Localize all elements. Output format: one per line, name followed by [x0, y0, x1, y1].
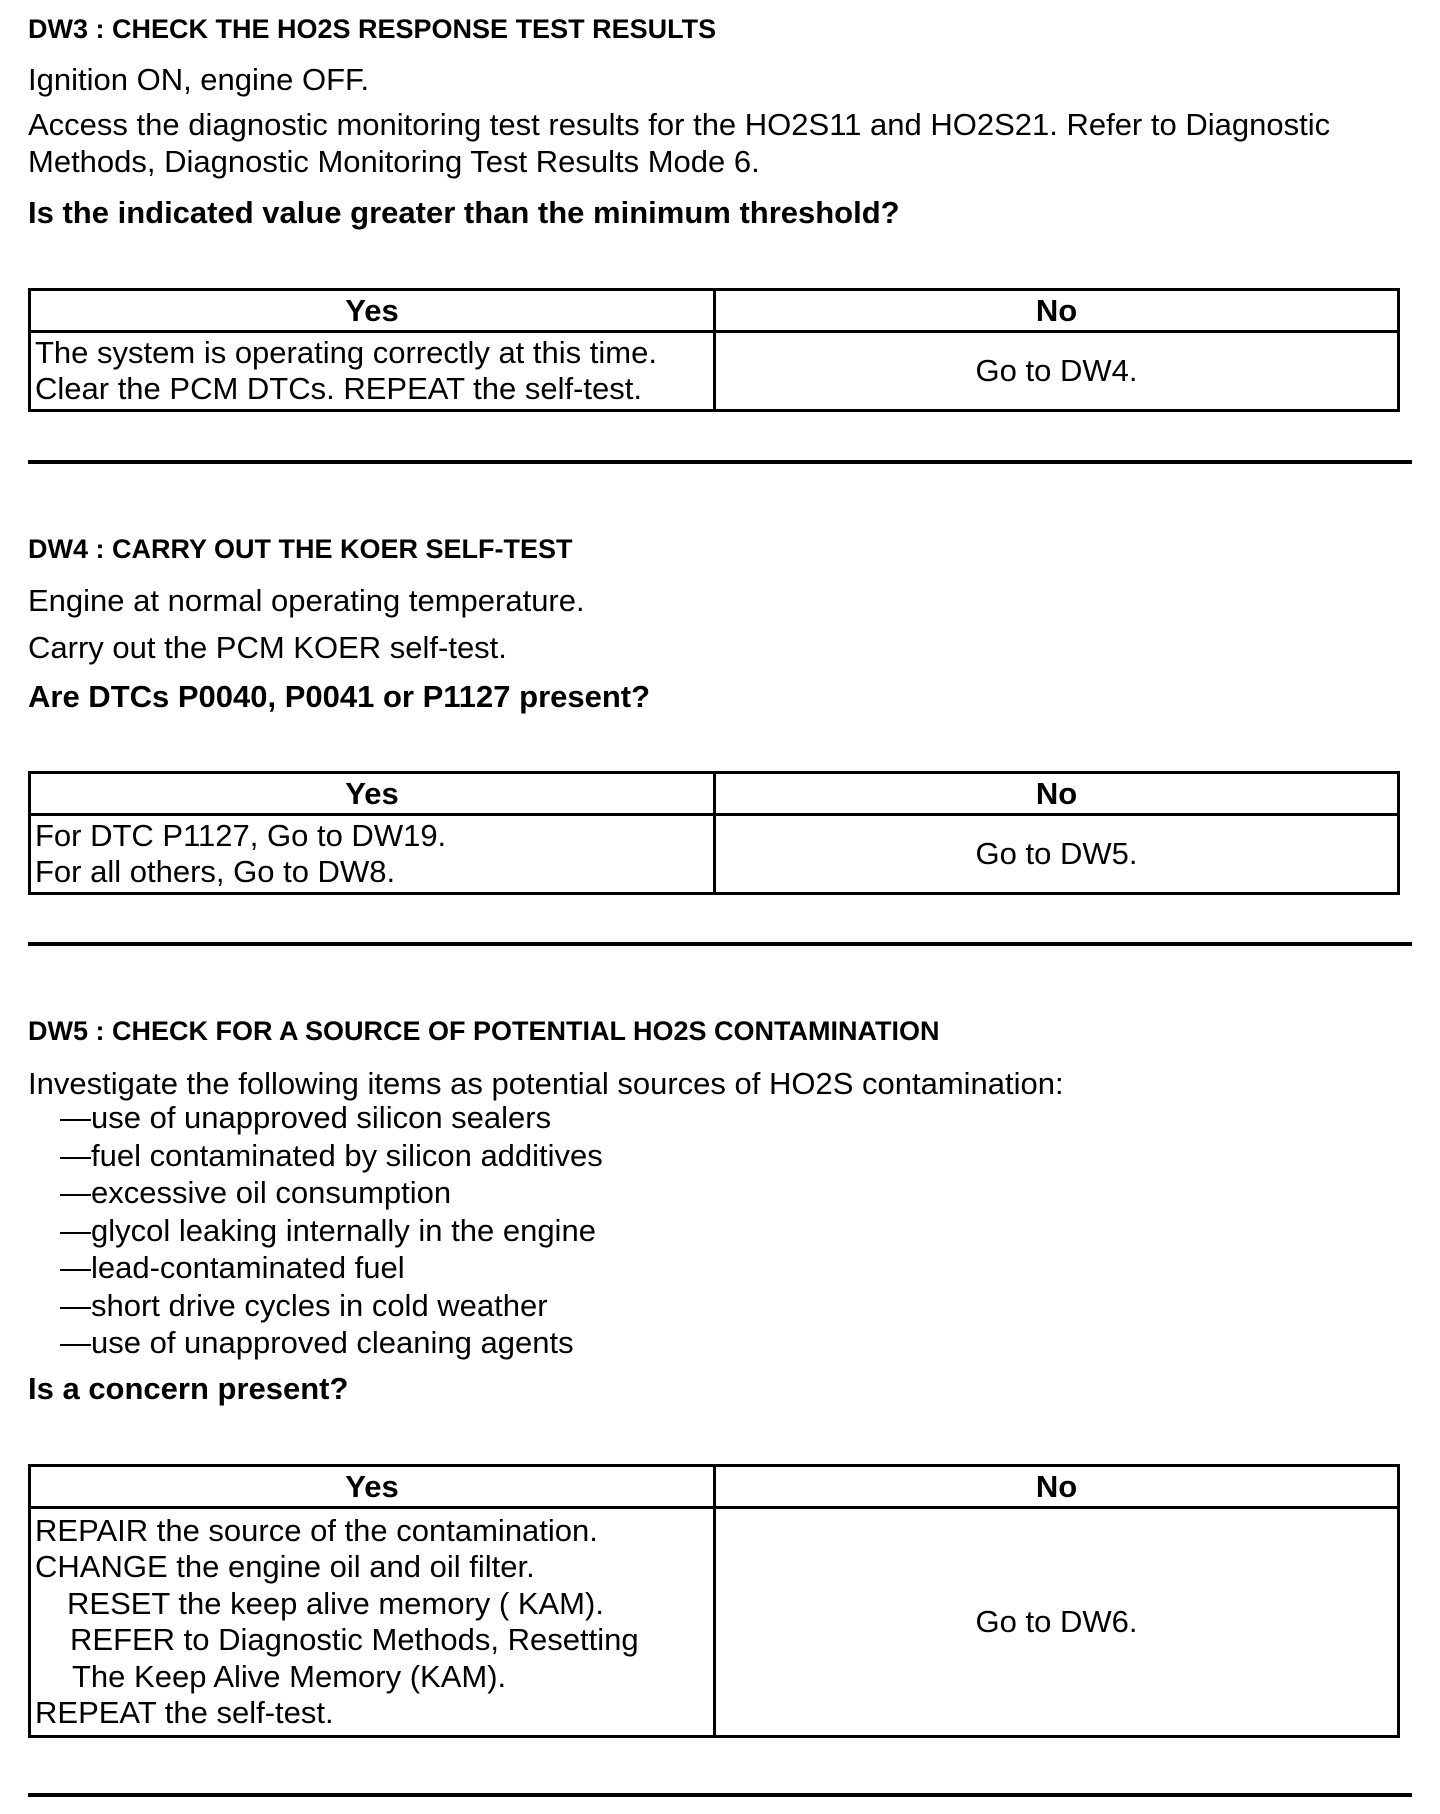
yes-cell — [30, 1508, 715, 1737]
yes-header: Yes — [30, 290, 715, 332]
section-dw4 — [28, 520, 1428, 920]
no-cell: Go to DW5. — [715, 815, 1399, 894]
instruction-text: Investigate the following items as potential sources of HO2S contamination: — [28, 1066, 1064, 1101]
answer-table-dw3 — [28, 288, 1400, 412]
list-item: —excessive oil consumption — [60, 1175, 452, 1210]
no-header: No — [715, 290, 1399, 332]
instruction-text: Engine at normal operating temperature. — [28, 583, 585, 618]
instruction-text: Access the diagnostic monitoring test results for the HO2S11 and HO2S21. Refer to Diagnostic Methods, Diagnostic Monitoring Test Results Mode 6. — [28, 107, 1331, 179]
instruction-text: Ignition ON, engine OFF. — [28, 62, 370, 97]
yes-line: The Keep Alive Memory (KAM). — [72, 1658, 507, 1694]
step-title-dw5: DW5 : CHECK FOR A SOURCE OF POTENTIAL HO2S CONTAMINATION — [28, 1016, 940, 1046]
yes-cell — [30, 332, 715, 411]
list-item: —fuel contaminated by silicon additives — [60, 1137, 603, 1173]
yes-line: CHANGE the engine oil and oil filter. — [35, 1549, 535, 1584]
step-title-dw3: DW3 : CHECK THE HO2S RESPONSE TEST RESULTS — [28, 14, 717, 44]
answer-table-dw5 — [28, 1464, 1400, 1738]
question-dw4: Are DTCs P0040, P0041 or P1127 present? — [28, 679, 651, 714]
section-dw3 — [28, 0, 1428, 420]
yes-header: Yes — [30, 773, 715, 815]
step-title-dw4: DW4 : CARRY OUT THE KOER SELF-TEST — [28, 534, 573, 564]
yes-line: Clear the PCM DTCs. REPEAT the self-test. — [35, 371, 642, 406]
question-dw5: Is a concern present? — [28, 1371, 349, 1406]
instruction-text: Carry out the PCM KOER self-test. — [28, 630, 507, 665]
list-item: —use of unapproved silicon sealers — [60, 1100, 552, 1135]
section-divider — [28, 1793, 1412, 1797]
list-item: —use of unapproved cleaning agents — [60, 1325, 574, 1360]
list-item: —lead-contaminated fuel — [60, 1250, 405, 1285]
yes-line: REPAIR the source of the contamination. — [35, 1512, 598, 1548]
list-item: —glycol leaking internally in the engine — [60, 1212, 596, 1248]
yes-line: REFER to Diagnostic Methods, Resetting — [70, 1622, 639, 1657]
yes-header: Yes — [30, 1466, 715, 1508]
no-header: No — [715, 1466, 1399, 1508]
list-item: —short drive cycles in cold weather — [60, 1287, 548, 1323]
answer-table-dw4 — [28, 771, 1400, 895]
yes-cell — [30, 815, 715, 894]
no-cell: Go to DW6. — [715, 1508, 1399, 1737]
yes-line: For DTC P1127, Go to DW19. — [35, 817, 447, 853]
no-header: No — [715, 773, 1399, 815]
yes-line: RESET the keep alive memory ( KAM). — [67, 1585, 604, 1621]
no-cell: Go to DW4. — [715, 332, 1399, 411]
yes-line: For all others, Go to DW8. — [35, 854, 396, 889]
section-divider — [28, 460, 1412, 464]
question-dw3: Is the indicated value greater than the minimum threshold? — [28, 195, 900, 230]
section-dw5 — [28, 1000, 1428, 1800]
yes-line: REPEAT the self-test. — [35, 1695, 334, 1730]
contamination-source-list — [60, 1099, 603, 1362]
section-divider — [28, 942, 1412, 946]
yes-line: The system is operating correctly at this time. — [35, 334, 657, 370]
